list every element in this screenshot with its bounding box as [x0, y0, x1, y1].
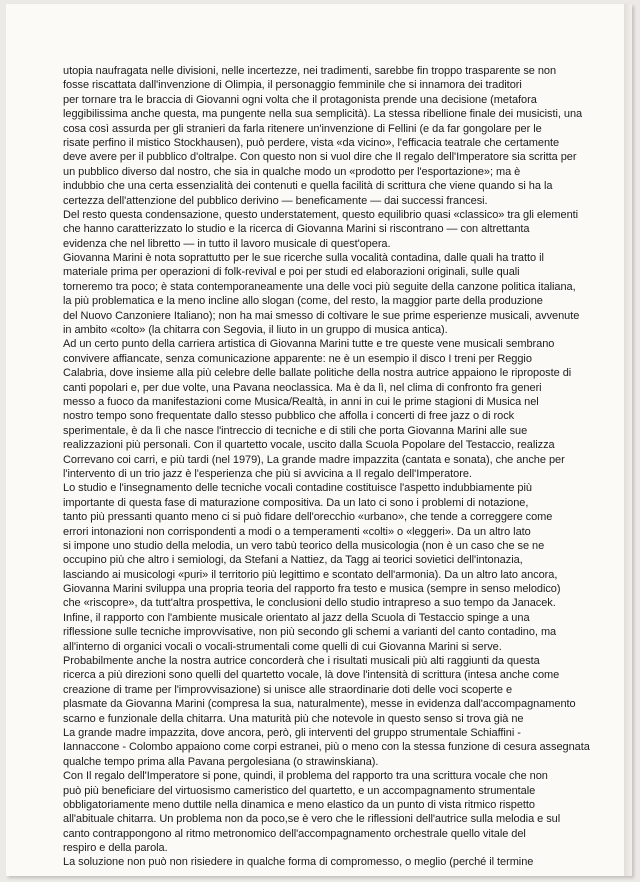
- page-edge: [624, 4, 632, 876]
- text-line: può più beneficiare del virtuosismo cameristico del quartetto, e un accompagnamento strumentale: [63, 784, 536, 797]
- text-line: plasmate da Giovanna Marini (compresa la sua, naturalmente), messe in evidenza dall'accompagnamento: [63, 698, 576, 711]
- text-line: ricerca a più direzioni sono quelli del quartetto vocale, là dove l'intensità di scrittura (intesa anche come: [63, 669, 560, 682]
- text-line: utopia naufragata nelle divisioni, nelle incertezze, nei tradimenti, sarebbe fin troppo trasparente se non: [63, 65, 557, 77]
- text-line: lasciando ai musicologi «puri» il territorio più legittimo e scontato dell'armonia). Da un altro lato ancora,: [63, 568, 558, 581]
- text-line: in ambito «colto» (la chitarra con Segovia, il liuto in un gruppo di musica antica).: [63, 324, 448, 337]
- text-line: convivere affiancate, senza comunicazione apparente: ne è un esempio il disco I treni per Reggio: [63, 352, 532, 365]
- text-line: scarno e funzionale della chitarra. Una maturità più che notevole in questo senso si trova già ne: [63, 712, 524, 725]
- text-line: del Nuovo Canzoniere Italiano); non ha mai smesso di coltivare le sue prime esperienze musicali, avvenute: [63, 309, 580, 322]
- text-line: qualche tempo prima alla Pavana pergolesiana (o strawinskiana).: [63, 755, 379, 768]
- text-line: nostro tempo sono frequentate dallo stesso pubblico che affolla i concerti di free jazz o di rock: [63, 410, 515, 423]
- text-line: realizzazioni più personali. Con il quartetto vocale, uscito dalla Scuola Popolare del Testaccio, realizza: [63, 439, 555, 452]
- text-line: sperimentale, è da lì che nasce l'intreccio di tecniche e di stili che porta Giovanna Marini alle sue: [63, 424, 528, 437]
- text-line: cosa così assurda per gli stranieri da farla ritenere un'invenzione di Fellini (e da far gongolare per le: [63, 122, 542, 135]
- text-line: occupino più che altro i semiologi, da Stefani a Nattiez, da Tagg ai teorici sovietici dell'intonazia,: [63, 554, 523, 567]
- text-line: un pubblico diverso dal nostro, che sia in qualche modo un «prodotto per l'esportazione»; ma è: [63, 165, 521, 178]
- text-line: l'intervento di un trio jazz è l'esperienza che più si avvicina a Il regalo dell'Imperatore.: [63, 467, 472, 480]
- text-line: canto contrappongono al ritmo metronomico dell'accompagnamento orchestrale quello vitale del: [63, 827, 526, 840]
- text-line: Iannaccone - Colombo appaiono come corpi estranei, più o meno con la stessa funzione di cesura assegnata: [63, 741, 590, 754]
- text-line: torneremo tra poco; è stata contemporaneamente una delle voci più seguite della canzone politica italiana,: [63, 280, 576, 293]
- text-line: creazione di trame per l'improvvisazione) si unisce alle straordinarie doti delle voci scoperte e: [63, 683, 513, 696]
- document-page: [6, 4, 632, 876]
- text-line: evidenza che nel libretto — in tutto il lavoro musicale di quest'opera.: [63, 237, 391, 250]
- text-line: Calabria, dove insieme alla più celebre delle ballate politiche della nostra autrice appaiono le riproposte di: [63, 367, 572, 380]
- text-line: Con Il regalo dell'Imperatore si pone, quindi, il problema del rapporto tra una scrittura vocale che non: [63, 770, 548, 783]
- text-line: leggibilissima anche questa, ma pungente nella sua semplicità). La stessa ribellione finale dei musicisti, una: [63, 108, 583, 121]
- text-line: deve avere per il pubblico d'oltralpe. Con questo non si vuol dire che Il regalo dell'Imperatore sia scritta per: [63, 151, 577, 164]
- text-line: riflessione sulle tecniche improvvisative, non più secondo gli schemi a varianti del canto contadino, ma: [63, 626, 557, 639]
- text-line: Infine, il rapporto con l'ambiente musicale orientato al jazz della Scuola di Testaccio spinge a una: [63, 611, 530, 624]
- text-line: Giovanna Marini sviluppa una propria teoria del rapporto fra testo e musica (sempre in senso melodico): [63, 583, 561, 596]
- text-line: La soluzione non può non risiedere in qualche forma di compromesso, o meglio (perché il termine: [63, 856, 534, 869]
- text-line: Del resto questa condensazione, questo understatement, questo equilibrio quasi «classico» tra gli elementi: [63, 208, 579, 221]
- text-line: Giovanna Marini è nota soprattutto per le sue ricerche sulla vocalità contadina, dalle quali ha tratto il: [63, 252, 544, 265]
- text-line: la più problematica e la meno incline allo slogan (come, del resto, la maggior parte della produzione: [63, 295, 543, 308]
- text-line: Correvano coi carri, e più tardi (nel 1979), La grande madre impazzita (cantata e sonata), che anche per: [63, 453, 565, 466]
- text-line: all'abituale chitarra. Un problema non da poco,se è vero che le riflessioni dell'autrice sulla melodia e sul: [63, 813, 561, 826]
- text-line: Ad un certo punto della carriera artistica di Giovanna Marini tutte e tre queste vene musicali sembrano: [63, 338, 555, 351]
- text-line: risate perfino il mistico Stockhausen), può perdere, vista «da vicino», l'efficacia teatrale che certamente: [63, 136, 560, 149]
- text-line: materiale prima per operazioni di folk-revival e poi per studi ed elaborazioni originali, sulle quali: [63, 266, 520, 279]
- text-line: si impone uno studio della melodia, un vero tabù teorico della musicologia (non è un caso che se ne: [63, 539, 545, 552]
- text-line: Lo studio e l'insegnamento delle tecniche vocali contadine costituisce l'aspetto indubbiamente più: [63, 482, 532, 495]
- text-line: importante di questa fase di maturazione compositiva. Da un lato ci sono i problemi di notazione,: [63, 496, 529, 509]
- text-line: La grande madre impazzita, dove ancora, però, gli interventi del gruppo strumentale Schiaffini -: [63, 726, 521, 739]
- text-line: errori intonazioni non corrispondenti a modi o a temperamenti «colti» o «leggeri». Da un altro lato: [63, 525, 531, 538]
- text-line: messo a fuoco da manifestazioni come Musica/Realtà, in anni in cui le prime stagioni di Musica nel: [63, 395, 539, 408]
- text-line: tanto più pressanti quanto meno ci si può fidare dell'orecchio «urbano», che tende a correggere come: [63, 511, 553, 524]
- body-text: [63, 64, 593, 870]
- text-line: Probabilmente anche la nostra autrice concorderà che i risultati musicali più alti raggiunti da questa: [63, 655, 540, 668]
- text-line: per tornare tra le braccia di Giovanni ogni volta che il protagonista prende una decisione (metafora: [63, 93, 537, 106]
- text-line: canti popolari e, per due volte, una Pavana neoclassica. Ma è da lì, nel clima di confronto fra generi: [63, 381, 542, 394]
- text-line: indubbio che una certa essenzialità dei contenuti e quella facilità di scrittura che viene quando si ha la: [63, 180, 553, 193]
- text-line: che «riscopre», da tutt'altra prospettiva, le conclusioni dello studio intrapreso a suo tempo da Janacek.: [63, 597, 556, 610]
- text-line: obbligatoriamente meno duttile nella dinamica e meno elastico da un punto di vista ritmico rispetto: [63, 798, 535, 811]
- text-line: all'interno di organici vocali o vocali-strumentali come quelli di cui Giovanna Marini si serve.: [63, 640, 502, 653]
- text-line: certezza dell'attenzione del pubblico derivino — beneficamente — dai successi francesi.: [63, 194, 488, 207]
- text-line: che hanno caratterizzato lo studio e la ricerca di Giovanna Marini si riscontrano — con altrettanta: [63, 223, 530, 236]
- text-line: respiro e della parola.: [63, 842, 168, 855]
- text-line: fosse riscattata dall'invenzione di Olimpia, il personaggio femminile che si innamora dei traditori: [63, 79, 522, 92]
